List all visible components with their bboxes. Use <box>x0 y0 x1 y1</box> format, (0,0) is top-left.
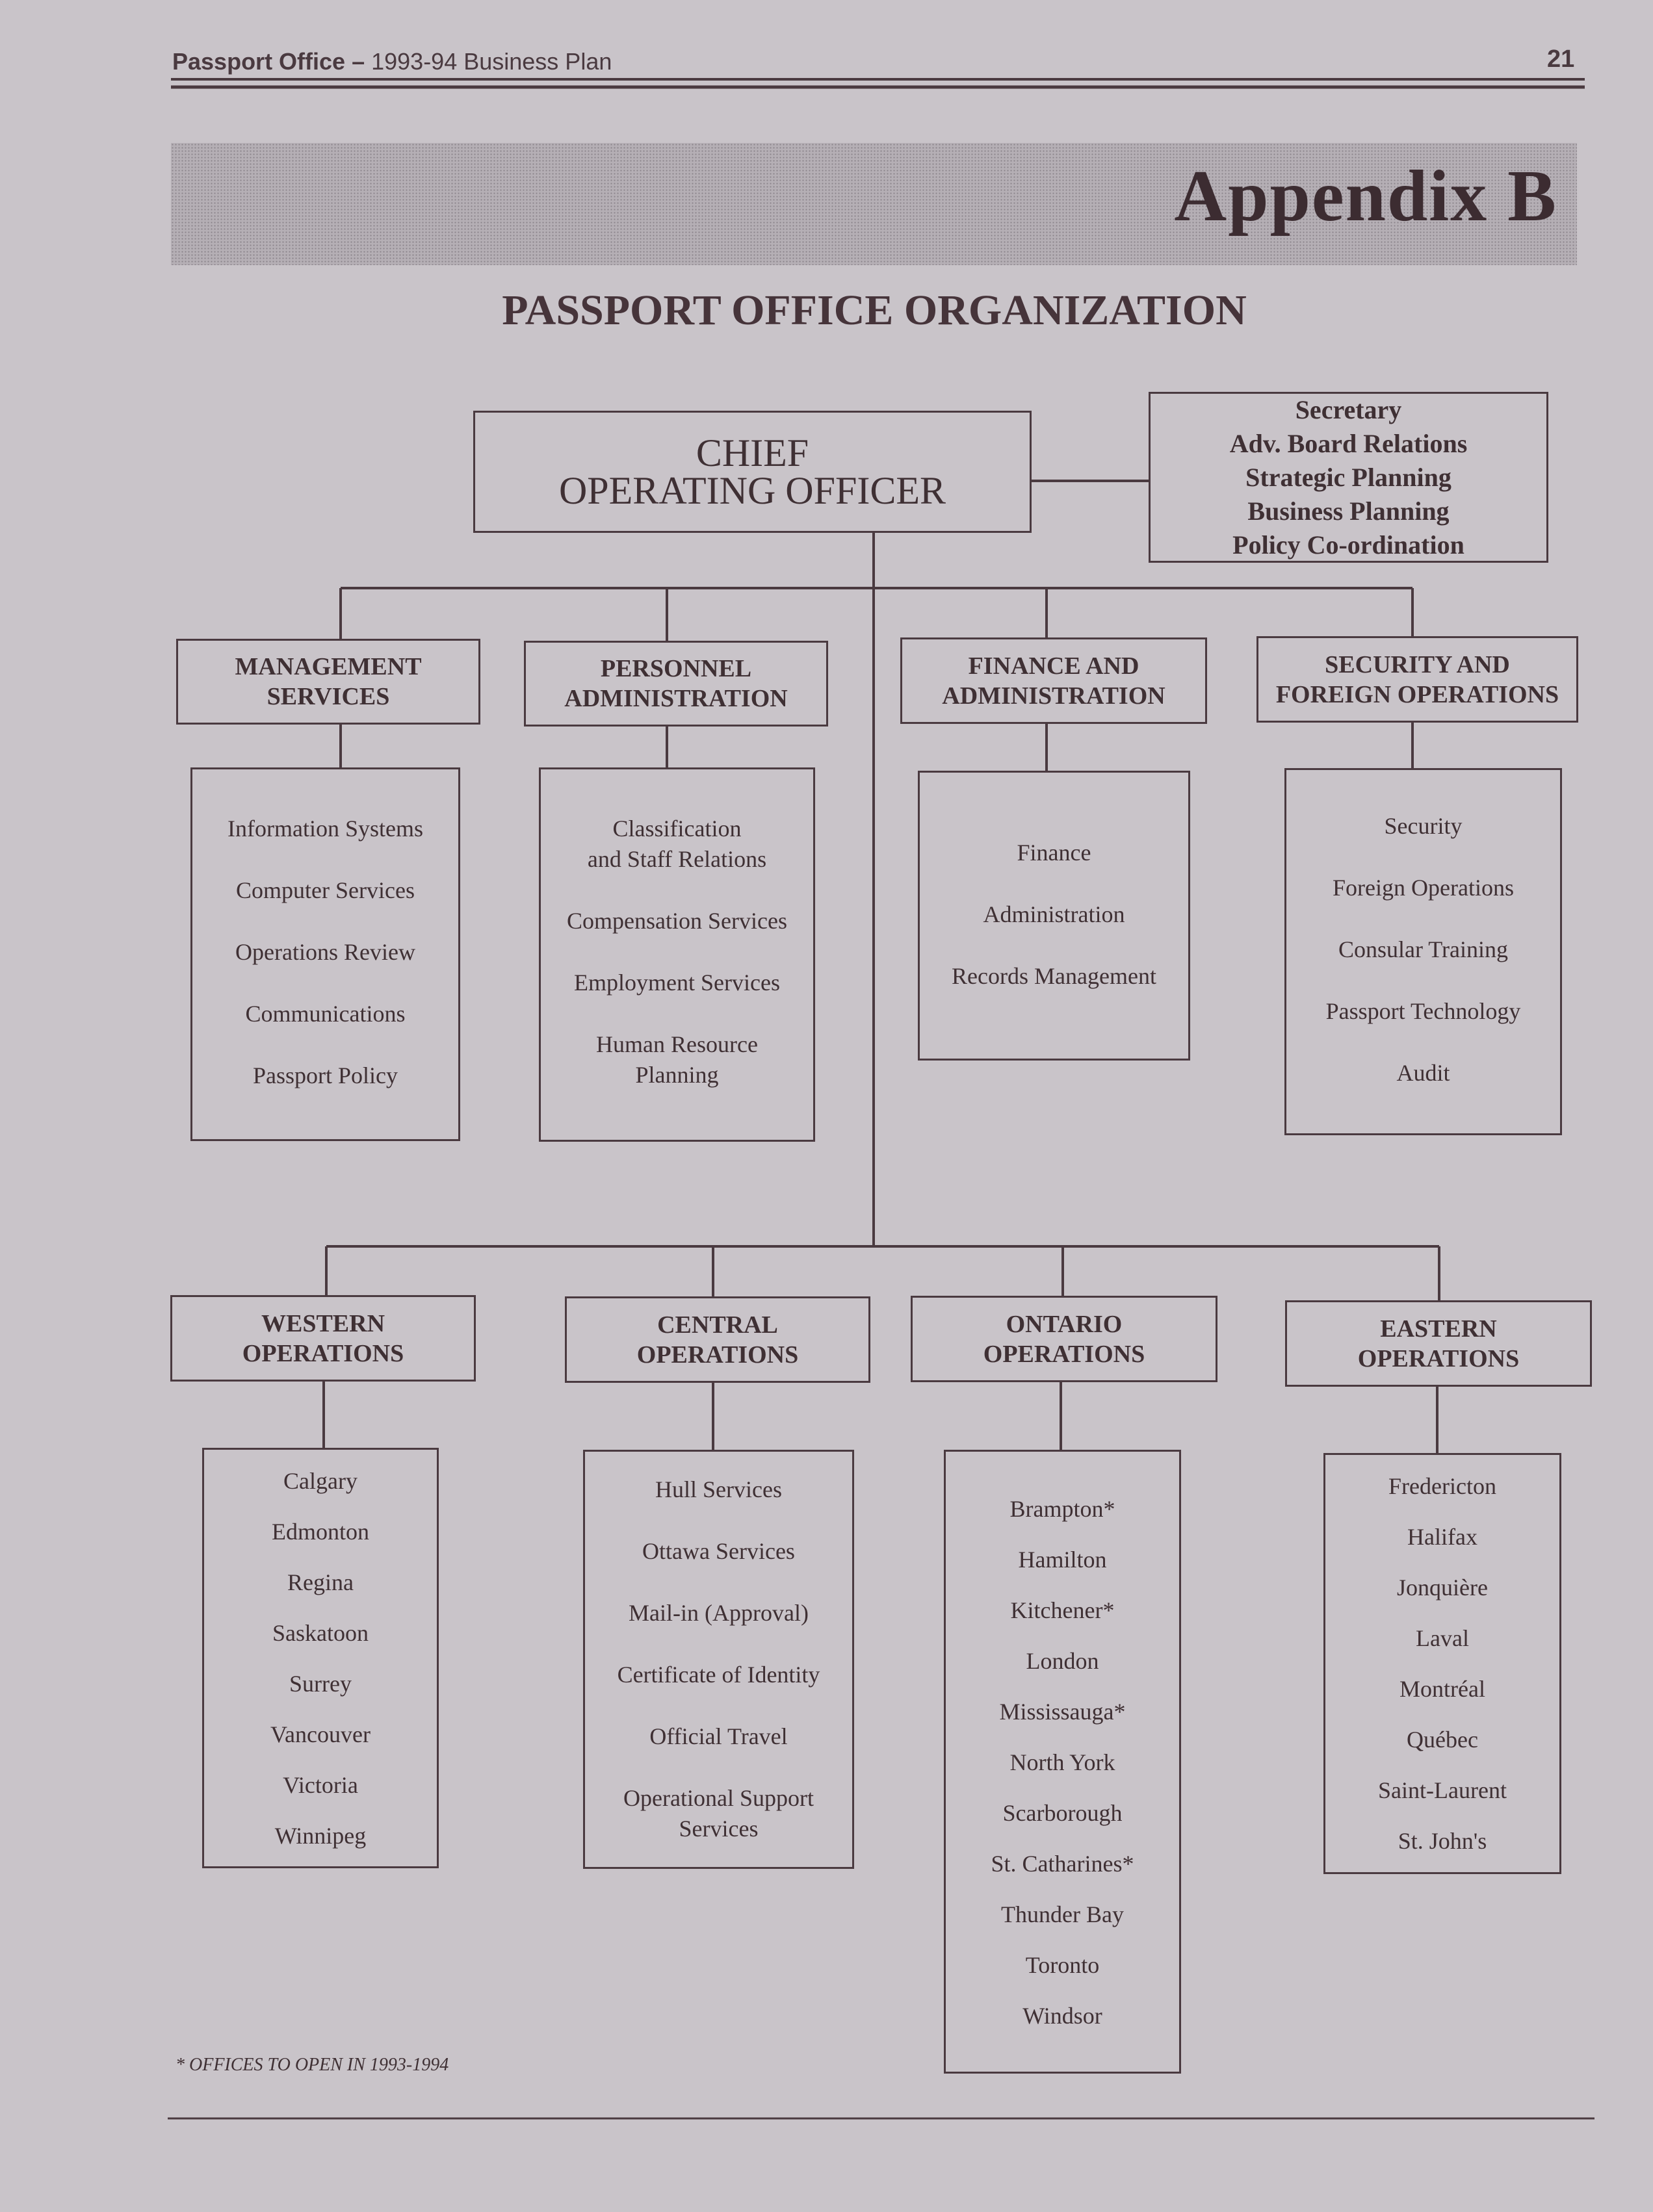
appendix-banner <box>171 143 1577 265</box>
list-item: Employment Services <box>574 970 780 996</box>
western-operations-list <box>202 1448 439 1868</box>
list-item: Audit <box>1396 1060 1450 1086</box>
security-foreign-operations-box <box>1256 636 1578 723</box>
list-item: Administration <box>983 901 1125 927</box>
operations-title-line: OPERATIONS <box>983 1340 1145 1368</box>
appendix-title: Appendix B <box>1174 156 1557 237</box>
finance-administration-list <box>918 771 1190 1061</box>
list-item: Saskatoon <box>272 1620 369 1646</box>
list-item: Edmonton <box>272 1519 369 1545</box>
division-title-line: FOREIGN OPERATIONS <box>1275 680 1559 708</box>
division-title-line: FINANCE AND <box>968 652 1139 680</box>
operations-title-line: OPERATIONS <box>636 1341 799 1369</box>
list-item: Saint-Laurent <box>1378 1777 1507 1803</box>
staff-functions-box <box>1149 392 1548 563</box>
operations-title-line: OPERATIONS <box>1357 1344 1520 1372</box>
finance-administration-box <box>900 637 1207 724</box>
coo-line-2: OPERATING OFFICER <box>558 469 946 512</box>
page-number: 21 <box>1547 45 1575 73</box>
list-item: Mail-in (Approval) <box>629 1600 809 1626</box>
staff-item: Policy Co-ordination <box>1232 530 1464 559</box>
personnel-administration-box <box>524 641 828 727</box>
operations-title-line: CENTRAL <box>657 1311 778 1339</box>
security-foreign-operations-list <box>1284 768 1562 1135</box>
list-item: Thunder Bay <box>1001 1901 1124 1927</box>
division-title-line: PERSONNEL <box>600 655 752 682</box>
operations-title-line: EASTERN <box>1380 1315 1497 1343</box>
chart-connectors <box>324 481 1439 1454</box>
list-item: Laval <box>1416 1625 1469 1651</box>
list-item: Windsor <box>1022 2003 1102 2029</box>
division-title-line: ADMINISTRATION <box>564 685 788 712</box>
list-item: Finance <box>1017 840 1091 866</box>
eastern-operations-list <box>1323 1453 1561 1874</box>
eastern-operations-box <box>1285 1300 1592 1387</box>
list-item: Consular Training <box>1338 936 1509 962</box>
list-item: London <box>1026 1648 1099 1674</box>
staff-item: Adv. Board Relations <box>1229 428 1468 458</box>
list-item: Security <box>1384 813 1463 839</box>
list-item: Records Management <box>952 963 1156 989</box>
ontario-operations-list <box>944 1450 1181 2074</box>
list-item: Calgary <box>283 1468 358 1494</box>
list-item: Mississauga* <box>999 1699 1126 1725</box>
list-item: North York <box>1009 1749 1115 1775</box>
division-title-line: MANAGEMENT <box>235 653 422 680</box>
list-item: St. Catharines* <box>991 1851 1134 1877</box>
list-item: Scarborough <box>1002 1800 1123 1826</box>
ontario-operations-box <box>911 1296 1217 1382</box>
list-item: Compensation Services <box>567 908 787 934</box>
list-item: Ottawa Services <box>642 1538 795 1564</box>
coo-line-1: CHIEF <box>696 431 809 474</box>
staff-item: Strategic Planning <box>1245 462 1451 492</box>
western-operations-box <box>170 1295 476 1382</box>
list-item: St. John's <box>1398 1828 1487 1854</box>
list-item: Certificate of Identity <box>617 1662 820 1688</box>
list-item: Kitchener* <box>1010 1597 1115 1623</box>
list-item: Surrey <box>289 1671 352 1697</box>
header-plan: 1993-94 Business Plan <box>365 48 612 75</box>
list-item: Winnipeg <box>274 1823 367 1849</box>
division-title-line: SERVICES <box>267 683 390 710</box>
list-item: Classification and Staff Relations <box>587 816 767 872</box>
list-item: Hull Services <box>655 1476 782 1502</box>
staff-item: Secretary <box>1295 394 1402 424</box>
personnel-administration-list <box>539 767 815 1142</box>
page-title: PASSPORT OFFICE ORGANIZATION <box>502 287 1247 334</box>
operations-title-line: ONTARIO <box>1006 1310 1123 1338</box>
management-services-box <box>176 639 480 725</box>
central-operations-list <box>583 1450 854 1869</box>
list-item: Communications <box>245 1001 406 1027</box>
list-item: Passport Policy <box>252 1062 398 1088</box>
list-item: Toronto <box>1025 1952 1100 1978</box>
staff-item: Business Planning <box>1247 496 1450 526</box>
header-office: Passport Office – <box>172 48 365 75</box>
division-title-line: SECURITY AND <box>1325 650 1510 678</box>
footnote: * OFFICES TO OPEN IN 1993-1994 <box>176 2055 449 2075</box>
list-item: Operations Review <box>235 939 415 965</box>
list-item: Brampton* <box>1009 1496 1115 1522</box>
division-title-line: ADMINISTRATION <box>942 682 1165 710</box>
list-item: Operational Support Services <box>623 1785 814 1842</box>
list-item: Fredericton <box>1388 1473 1496 1499</box>
chief-operating-officer-box <box>473 411 1032 533</box>
list-item: Foreign Operations <box>1333 875 1514 901</box>
list-item: Hamilton <box>1018 1547 1107 1573</box>
list-item: Montréal <box>1399 1676 1485 1702</box>
list-item: Computer Services <box>236 877 415 903</box>
list-item: Human Resource Planning <box>596 1031 758 1088</box>
list-item: Passport Technology <box>1325 998 1521 1024</box>
list-item: Information Systems <box>228 816 423 842</box>
list-item: Victoria <box>283 1772 358 1798</box>
list-item: Jonquière <box>1397 1575 1488 1601</box>
list-item: Vancouver <box>270 1721 371 1747</box>
central-operations-box <box>565 1296 870 1383</box>
management-services-list <box>190 767 460 1141</box>
operations-title-line: OPERATIONS <box>242 1339 404 1367</box>
list-item: Halifax <box>1407 1524 1477 1550</box>
list-item: Official Travel <box>649 1723 788 1749</box>
list-item: Québec <box>1407 1727 1478 1753</box>
list-item: Regina <box>287 1569 354 1595</box>
operations-title-line: WESTERN <box>261 1309 385 1337</box>
